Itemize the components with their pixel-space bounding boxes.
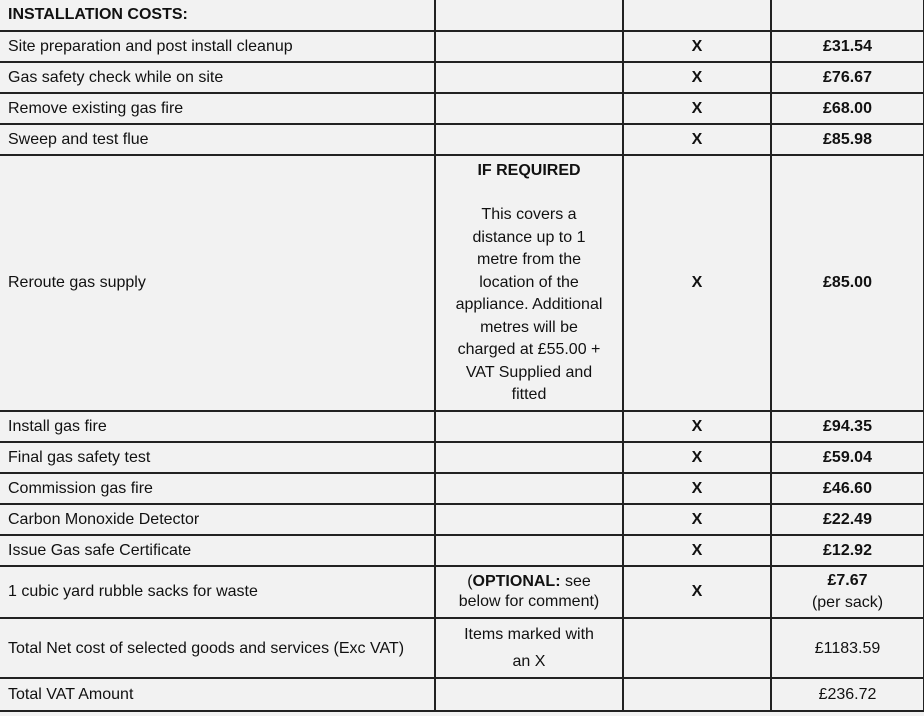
- empty-cell: [435, 0, 623, 31]
- item-note: [435, 93, 623, 124]
- item-price: £76.67: [771, 62, 924, 93]
- item-note: [435, 535, 623, 566]
- selected-mark: X: [623, 473, 771, 504]
- item-price: £22.49: [771, 504, 924, 535]
- table-row: [0, 93, 924, 124]
- item-description: 1 cubic yard rubble sacks for waste: [0, 566, 435, 618]
- table-row: [0, 504, 924, 535]
- item-description: Reroute gas supply: [0, 155, 435, 411]
- item-description: Gas safety check while on site: [0, 62, 435, 93]
- note-open: (: [467, 573, 473, 590]
- item-description: Final gas safety test: [0, 442, 435, 473]
- item-price: £94.35: [771, 411, 924, 442]
- selected-mark: X: [623, 124, 771, 155]
- optional-label: OPTIONAL:: [472, 573, 561, 590]
- empty-cell: [623, 618, 771, 678]
- table-row: [0, 535, 924, 566]
- reroute-note: [435, 155, 623, 411]
- item-price: £31.54: [771, 31, 924, 62]
- empty-cell: [435, 678, 623, 711]
- item-price: £85.00: [771, 155, 924, 411]
- item-description: Install gas fire: [0, 411, 435, 442]
- item-price: £85.98: [771, 124, 924, 155]
- item-note: [435, 31, 623, 62]
- item-description: Remove existing gas fire: [0, 93, 435, 124]
- total-vat-value: £236.72: [771, 678, 924, 711]
- item-note: [435, 62, 623, 93]
- item-price: £59.04: [771, 442, 924, 473]
- total-net-note: Items marked with an X: [435, 618, 623, 678]
- table-row: [0, 31, 924, 62]
- table-row-reroute: [0, 155, 924, 411]
- selected-mark: X: [623, 442, 771, 473]
- empty-cell: [623, 678, 771, 711]
- table-row: [0, 62, 924, 93]
- selected-mark: X: [623, 31, 771, 62]
- price-unit: (per sack): [811, 594, 884, 611]
- item-description: Commission gas fire: [0, 473, 435, 504]
- note-rest: see below for comment): [458, 573, 600, 610]
- selected-mark: X: [623, 155, 771, 411]
- item-price: £68.00: [771, 93, 924, 124]
- empty-cell: [623, 0, 771, 31]
- empty-cell: [771, 0, 924, 31]
- item-price: £46.60: [771, 473, 924, 504]
- item-note: [435, 473, 623, 504]
- note-heading: IF REQUIRED: [477, 161, 581, 179]
- item-note: [435, 124, 623, 155]
- item-note: [435, 442, 623, 473]
- item-description: Sweep and test flue: [0, 124, 435, 155]
- table-row: [0, 411, 924, 442]
- note-body: This covers a distance up to 1 metre from the location of the appliance. Additional metres will be charged at £55.00 + VAT Supplied and fitted: [455, 206, 603, 403]
- item-note: [435, 504, 623, 535]
- total-vat-label: Total VAT Amount: [0, 678, 435, 711]
- item-description: Issue Gas safe Certificate: [0, 535, 435, 566]
- selected-mark: X: [623, 566, 771, 618]
- section-title: INSTALLATION COSTS:: [0, 0, 435, 31]
- table-row-rubble: [0, 566, 924, 618]
- table-row: [0, 473, 924, 504]
- selected-mark: X: [623, 411, 771, 442]
- table-header-row: [0, 0, 924, 31]
- rubble-note: [435, 566, 623, 618]
- table-row: [0, 442, 924, 473]
- selected-mark: X: [623, 504, 771, 535]
- total-net-row: [0, 618, 924, 678]
- item-price: £12.92: [771, 535, 924, 566]
- item-price: [771, 566, 924, 618]
- item-description: Site preparation and post install cleanup: [0, 31, 435, 62]
- total-vat-row: [0, 678, 924, 711]
- selected-mark: X: [623, 535, 771, 566]
- selected-mark: X: [623, 62, 771, 93]
- total-net-value: £1183.59: [771, 618, 924, 678]
- price-value: £7.67: [827, 572, 868, 589]
- selected-mark: X: [623, 93, 771, 124]
- total-net-label: Total Net cost of selected goods and services (Exc VAT): [0, 618, 435, 678]
- item-description: Carbon Monoxide Detector: [0, 504, 435, 535]
- table-row: [0, 124, 924, 155]
- item-note: [435, 411, 623, 442]
